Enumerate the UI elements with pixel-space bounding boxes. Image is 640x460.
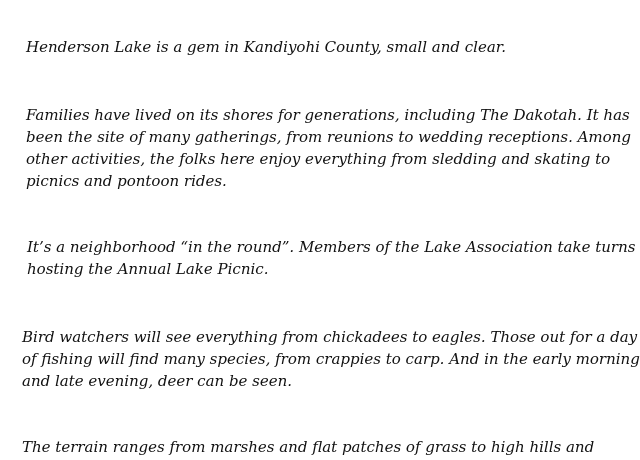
text-line: Families have lived on its shores for generations, including The Dakotah. It has: [26, 106, 630, 124]
paragraph-families: [26, 104, 631, 192]
text-line: Bird watchers will see everything from chickadees to eagles. Those out for a day: [22, 328, 638, 346]
text-line: Henderson Lake is a gem in Kandiyohi County, small and clear.: [26, 38, 507, 56]
paragraph-terrain: [22, 436, 594, 458]
paragraph-intro: [26, 36, 506, 58]
text-line: of fishing will find many species, from crappies to carp. And in the early morning: [22, 350, 640, 368]
text-line: picnics and pontoon rides.: [26, 172, 227, 190]
text-line: been the site of many gatherings, from reunions to wedding receptions. Among: [26, 128, 631, 146]
text-line: It’s a neighborhood “in the round”. Members of the Lake Association take turns: [27, 238, 636, 256]
paragraph-neighborhood: [27, 236, 635, 280]
text-line: hosting the Annual Lake Picnic.: [27, 260, 269, 278]
text-line: other activities, the folks here enjoy everything from sledding and skating to: [26, 150, 611, 168]
text-line: The terrain ranges from marshes and flat patches of grass to high hills and: [22, 438, 595, 456]
text-line: and late evening, deer can be seen.: [22, 372, 293, 390]
paragraph-wildlife: [22, 326, 640, 392]
